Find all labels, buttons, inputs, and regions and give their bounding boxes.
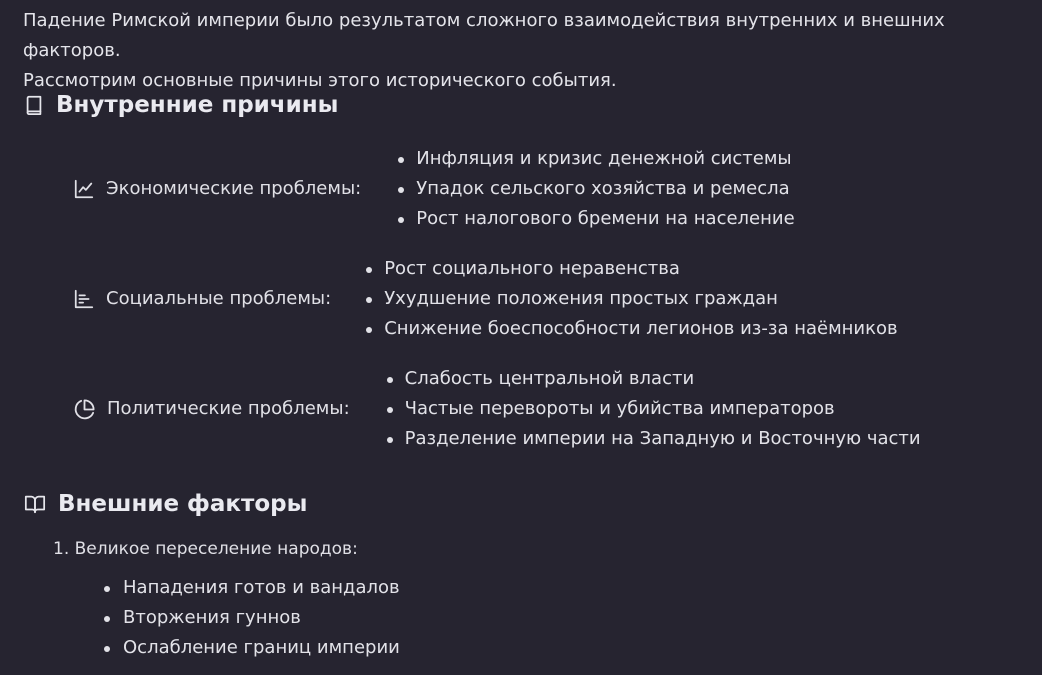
internal-causes-heading bbox=[23, 90, 338, 120]
list-item: Снижение боеспособности легионов из-за наёмников bbox=[364, 314, 897, 344]
line-chart-icon bbox=[73, 178, 95, 200]
intro-line-1: Падение Римской империи было результатом сложного взаимодействия внутренних и внешних факторов. bbox=[23, 10, 945, 61]
economic-problems-label: Экономические проблемы: bbox=[73, 174, 361, 204]
bar-chart-icon bbox=[73, 288, 95, 310]
political-problems-label: Политические проблемы: bbox=[73, 394, 350, 424]
ordered-list-item: 1. Великое переселение народов: bbox=[53, 539, 358, 559]
political-problems-group bbox=[73, 364, 921, 454]
external-factors-title: Внешние факторы bbox=[58, 491, 308, 517]
list-item: Ухудшение положения простых граждан bbox=[364, 284, 897, 314]
list-item: Слабость центральной власти bbox=[385, 364, 921, 394]
list-item: Вторжения гуннов bbox=[102, 603, 400, 633]
list-item: Рост налогового бремени на население bbox=[396, 204, 794, 234]
social-problems-group bbox=[73, 254, 898, 344]
list-item: Ослабление границ империи bbox=[102, 633, 400, 663]
book-icon bbox=[23, 94, 45, 116]
list-item: Рост социального неравенства bbox=[364, 254, 897, 284]
list-item: Разделение империи на Западную и Восточную части bbox=[385, 424, 921, 454]
open-book-icon bbox=[23, 493, 47, 515]
list-item: Частые перевороты и убийства императоров bbox=[385, 394, 921, 424]
list-item: Нападения готов и вандалов bbox=[102, 573, 400, 603]
economic-problems-group bbox=[73, 144, 795, 234]
intro-paragraph bbox=[23, 6, 1028, 96]
social-problems-label: Социальные проблемы: bbox=[73, 284, 331, 314]
list-item: Инфляция и кризис денежной системы bbox=[396, 144, 794, 174]
economic-problems-list bbox=[396, 144, 794, 234]
social-problems-list bbox=[364, 254, 897, 344]
political-problems-list bbox=[385, 364, 921, 454]
list-item: Упадок сельского хозяйства и ремесла bbox=[396, 174, 794, 204]
external-factors-heading bbox=[23, 489, 307, 519]
pie-chart-icon bbox=[73, 398, 96, 421]
intro-line-2: Рассмотрим основные причины этого исторического события. bbox=[23, 70, 617, 91]
migration-list bbox=[102, 573, 400, 663]
internal-causes-title: Внутренние причины bbox=[56, 92, 339, 118]
